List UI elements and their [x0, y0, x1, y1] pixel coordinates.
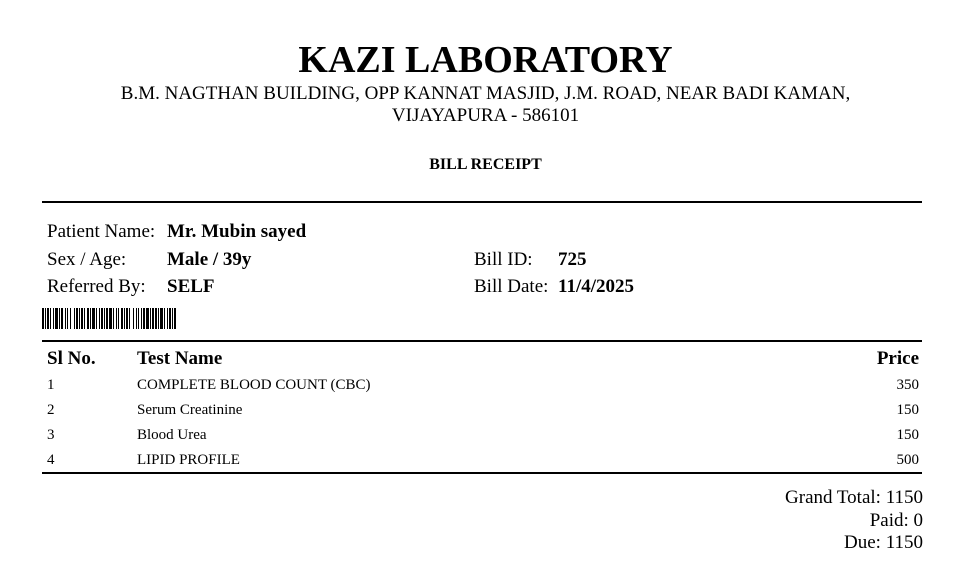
barcode-image	[42, 308, 256, 329]
bill-id-label: Bill ID:	[474, 249, 533, 270]
referred-by-label: Referred By:	[47, 276, 146, 297]
row-2-test-name: Serum Creatinine	[137, 402, 243, 418]
col-header-test-name: Test Name	[137, 348, 223, 369]
referred-by-value: SELF	[167, 276, 215, 297]
lab-name: KAZI LABORATORY	[298, 39, 673, 81]
paid-amount: Paid: 0	[869, 509, 923, 531]
col-header-sl-no: Sl No.	[47, 348, 96, 369]
row-1-price: 350	[896, 377, 919, 393]
bill-date-label: Bill Date:	[474, 276, 549, 297]
sex-age-label: Sex / Age:	[47, 249, 127, 270]
bill-id-value: 725	[558, 249, 587, 270]
row-2-price: 150	[896, 402, 919, 418]
address-line-1: B.M. NAGTHAN BUILDING, OPP KANNAT MASJID, J.M. ROAD, NEAR BADI KAMAN,	[120, 83, 851, 104]
totals-block	[785, 487, 923, 555]
row-4-sl-no: 4	[47, 452, 55, 468]
bill-date-value: 11/4/2025	[558, 276, 635, 297]
row-3-sl-no: 3	[47, 427, 55, 443]
row-1-test-name: COMPLETE BLOOD COUNT (CBC)	[137, 377, 371, 393]
table-top-rule	[42, 340, 922, 342]
patient-name-label: Patient Name:	[47, 221, 156, 242]
row-3-test-name: Blood Urea	[137, 427, 207, 443]
row-3-price: 150	[896, 427, 919, 443]
header-divider	[42, 201, 922, 203]
row-4-test-name: LIPID PROFILE	[137, 452, 240, 468]
row-2-sl-no: 2	[47, 402, 55, 418]
address-line-2: VIJAYAPURA - 586101	[391, 105, 580, 126]
row-1-sl-no: 1	[47, 377, 55, 393]
row-4-price: 500	[896, 452, 919, 468]
due-amount: Due: 1150	[844, 532, 923, 553]
patient-name: Mr. Mubin sayed	[167, 221, 307, 242]
table-bottom-rule	[42, 472, 922, 474]
document-title: BILL RECEIPT	[429, 156, 542, 173]
col-header-price: Price	[876, 348, 919, 369]
sex-age-value: Male / 39y	[167, 249, 252, 270]
grand-total: Grand Total: 1150	[785, 487, 923, 508]
